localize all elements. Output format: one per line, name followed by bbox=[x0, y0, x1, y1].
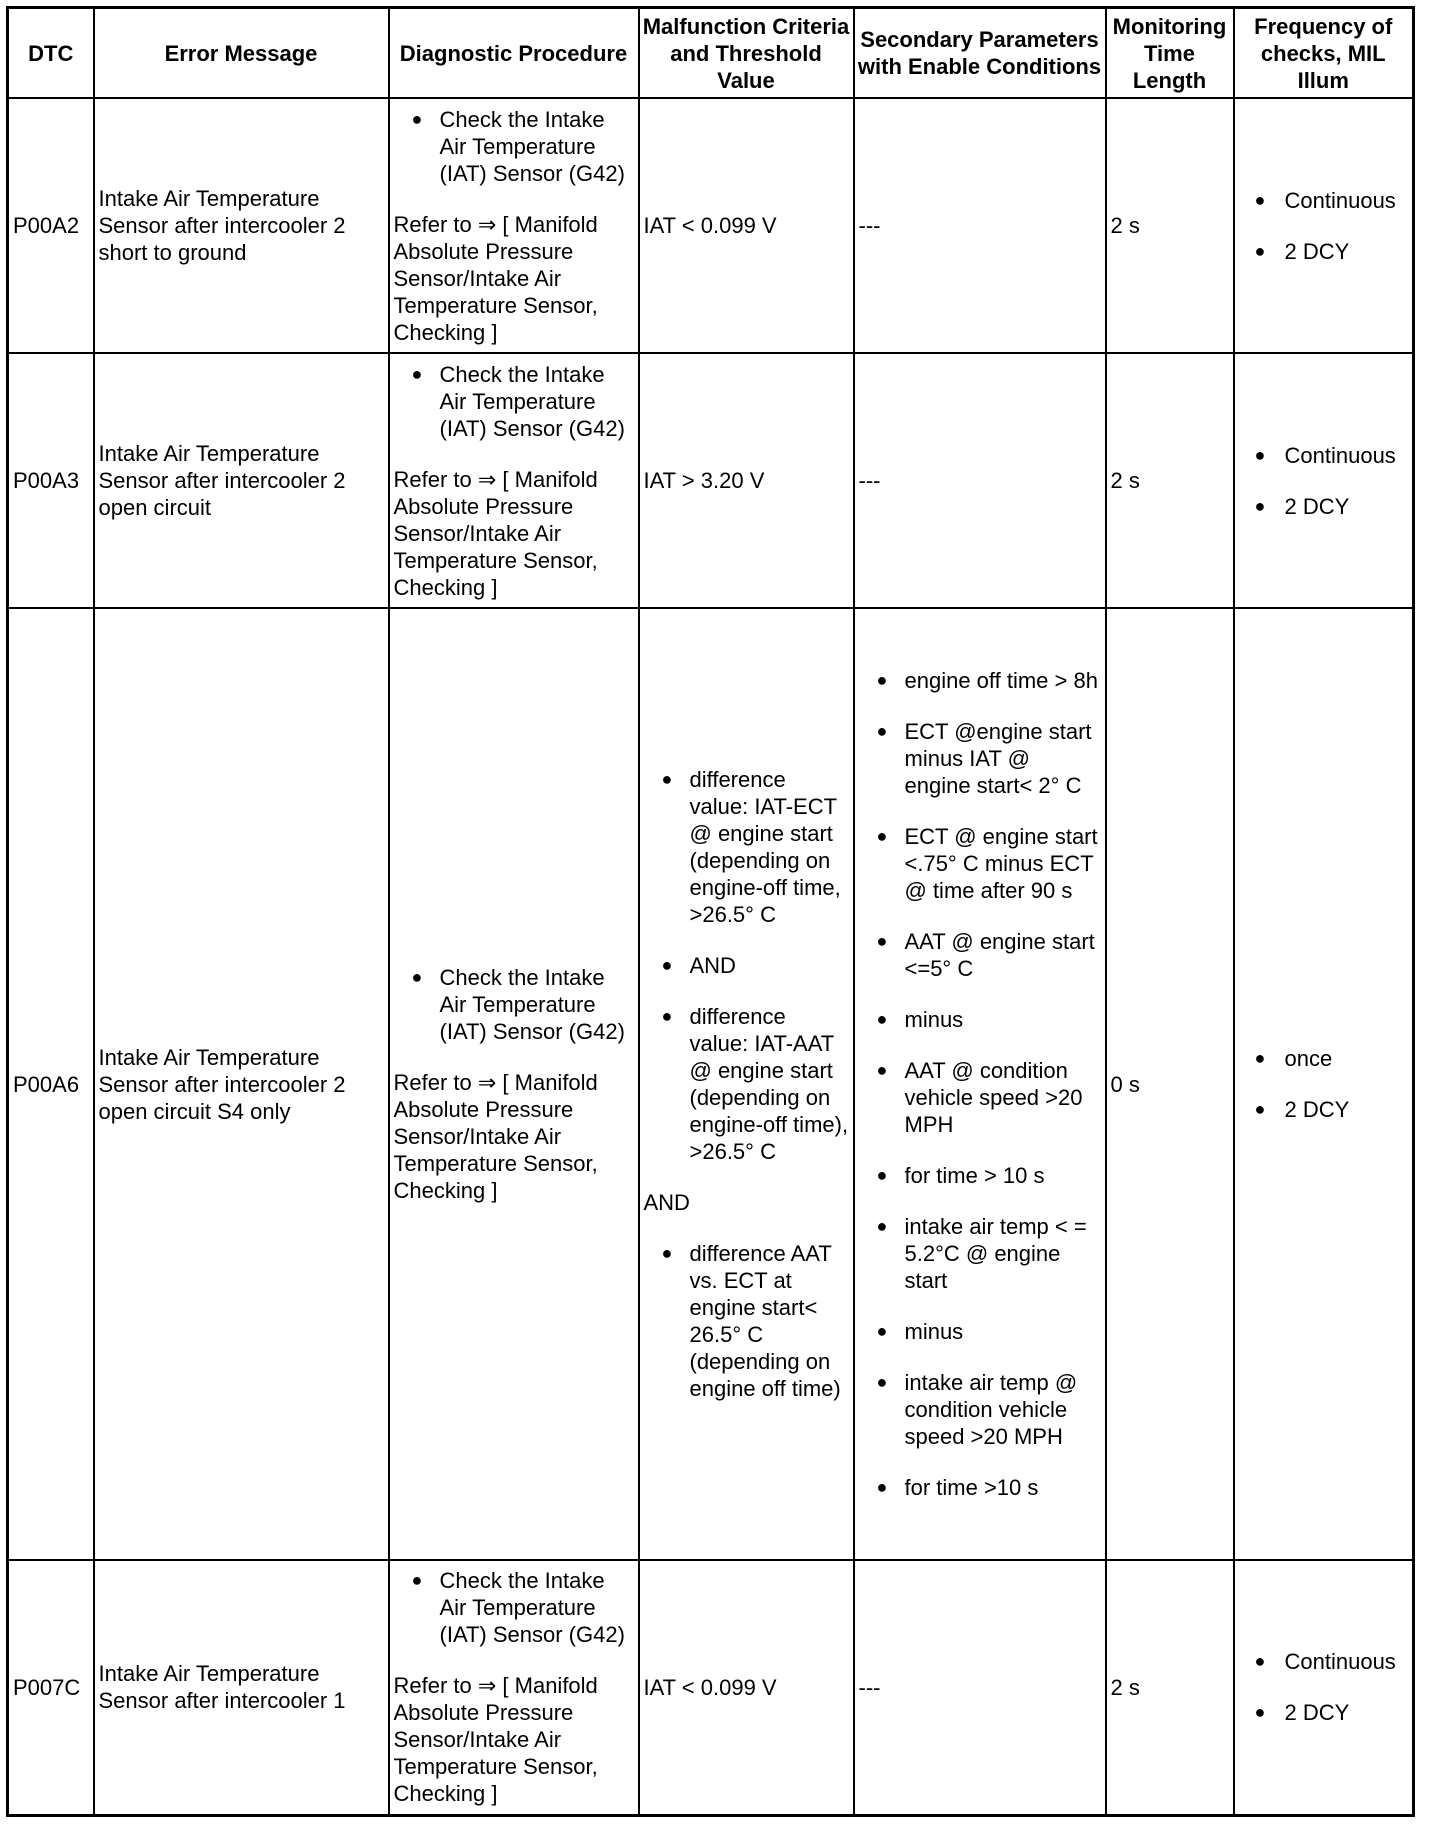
header-diagnostic-procedure: Diagnostic Procedure bbox=[389, 8, 639, 99]
secondary-item: ● engine off time > 8h bbox=[859, 667, 1101, 694]
secondary-item: ● for time > 10 s bbox=[859, 1162, 1101, 1189]
header-secondary-parameters: Secondary Parameters with Enable Conditions bbox=[854, 8, 1106, 99]
table-row bbox=[8, 1560, 1414, 1815]
malfunction-criteria bbox=[639, 608, 854, 1560]
table-row bbox=[8, 98, 1414, 353]
frequency-item: ● Continuous bbox=[1235, 442, 1413, 469]
secondary-item: ● for time >10 s bbox=[859, 1474, 1101, 1501]
monitoring-time: 2 s bbox=[1106, 353, 1234, 608]
procedure-refer-link[interactable]: Refer to ⇒ [ Manifold Absolute Pressure Sensor/Intake Air Temperature Sensor, Checking ] bbox=[393, 466, 598, 600]
secondary-item: ● intake air temp < = 5.2°C @ engine start bbox=[859, 1213, 1101, 1294]
header-malfunction-criteria: Malfunction Criteria and Threshold Value bbox=[639, 8, 854, 99]
diagnostic-procedure bbox=[389, 1560, 639, 1815]
secondary-item: ● ECT @engine start minus IAT @ engine start< 2° C bbox=[859, 718, 1101, 799]
frequency-item: ● 2 DCY bbox=[1235, 1699, 1413, 1726]
monitoring-time: 0 s bbox=[1106, 608, 1234, 1560]
frequency bbox=[1234, 1560, 1414, 1815]
procedure-list bbox=[394, 361, 634, 442]
frequency-list bbox=[1235, 1648, 1413, 1726]
frequency-item: ● 2 DCY bbox=[1235, 238, 1413, 265]
procedure-refer-link[interactable]: Refer to ⇒ [ Manifold Absolute Pressure Sensor/Intake Air Temperature Sensor, Checking ] bbox=[393, 211, 598, 345]
secondary-item: ● ECT @ engine start <.75° C minus ECT @ time after 90 s bbox=[859, 823, 1101, 904]
frequency-item: ● once bbox=[1235, 1045, 1413, 1072]
error-message: Intake Air Temperature Sensor after intercooler 2 open circuit bbox=[94, 353, 389, 608]
frequency-item: ● Continuous bbox=[1235, 187, 1413, 214]
header-error-message: Error Message bbox=[94, 8, 389, 99]
frequency-list bbox=[1235, 442, 1413, 520]
dtc-code: P00A6 bbox=[8, 608, 94, 1560]
procedure-list bbox=[394, 1567, 634, 1648]
header-frequency: Frequency of checks, MIL Illum bbox=[1234, 8, 1414, 99]
frequency-list bbox=[1235, 1045, 1413, 1123]
procedure-bullet: ● Check the Intake Air Temperature (IAT) Sensor (G42) bbox=[394, 361, 634, 442]
procedure-bullet: ● Check the Intake Air Temperature (IAT) Sensor (G42) bbox=[394, 1567, 634, 1648]
secondary-parameters: --- bbox=[854, 98, 1106, 353]
diagnostic-procedure bbox=[389, 608, 639, 1560]
error-message: Intake Air Temperature Sensor after intercooler 2 short to ground bbox=[94, 98, 389, 353]
header-row bbox=[8, 8, 1414, 99]
monitoring-time: 2 s bbox=[1106, 98, 1234, 353]
criteria-item: ● AND bbox=[644, 952, 849, 979]
frequency bbox=[1234, 98, 1414, 353]
error-message: Intake Air Temperature Sensor after intercooler 2 open circuit S4 only bbox=[94, 608, 389, 1560]
table-row bbox=[8, 608, 1414, 1560]
error-message: Intake Air Temperature Sensor after intercooler 1 bbox=[94, 1560, 389, 1815]
frequency bbox=[1234, 608, 1414, 1560]
dtc-code: P00A3 bbox=[8, 353, 94, 608]
malfunction-criteria: IAT < 0.099 V bbox=[639, 1560, 854, 1815]
diagnostic-procedure bbox=[389, 353, 639, 608]
procedure-list bbox=[394, 964, 634, 1045]
criteria-item: ● difference value: IAT-ECT @ engine start (depending on engine-off time, >26.5° C bbox=[644, 766, 849, 928]
criteria-list bbox=[644, 766, 849, 1165]
frequency bbox=[1234, 353, 1414, 608]
dtc-code: P007C bbox=[8, 1560, 94, 1815]
frequency-item: ● Continuous bbox=[1235, 1648, 1413, 1675]
secondary-list bbox=[859, 667, 1101, 1501]
secondary-parameters bbox=[854, 608, 1106, 1560]
secondary-item: ● intake air temp @ condition vehicle speed >20 MPH bbox=[859, 1369, 1101, 1450]
procedure-list bbox=[394, 106, 634, 187]
procedure-bullet: ● Check the Intake Air Temperature (IAT) Sensor (G42) bbox=[394, 106, 634, 187]
frequency-list bbox=[1235, 187, 1413, 265]
malfunction-criteria: IAT > 3.20 V bbox=[639, 353, 854, 608]
frequency-item: ● 2 DCY bbox=[1235, 493, 1413, 520]
secondary-item: ● minus bbox=[859, 1318, 1101, 1345]
diagnostic-procedure bbox=[389, 98, 639, 353]
criteria-item: ● difference value: IAT-AAT @ engine start (depending on engine-off time), >26.5° C bbox=[644, 1003, 849, 1165]
procedure-refer-link[interactable]: Refer to ⇒ [ Manifold Absolute Pressure Sensor/Intake Air Temperature Sensor, Checking ] bbox=[393, 1673, 598, 1807]
header-monitoring-time: Monitoring Time Length bbox=[1106, 8, 1234, 99]
secondary-item: ● minus bbox=[859, 1006, 1101, 1033]
monitoring-time: 2 s bbox=[1106, 1560, 1234, 1815]
malfunction-criteria: IAT < 0.099 V bbox=[639, 98, 854, 353]
dtc-code: P00A2 bbox=[8, 98, 94, 353]
criteria-list bbox=[644, 1240, 849, 1402]
criteria-and: AND bbox=[643, 1190, 690, 1215]
procedure-refer-link[interactable]: Refer to ⇒ [ Manifold Absolute Pressure Sensor/Intake Air Temperature Sensor, Checking ] bbox=[393, 1070, 598, 1203]
secondary-item: ● AAT @ engine start <=5° C bbox=[859, 928, 1101, 982]
criteria-item: ● difference AAT vs. ECT at engine start< 26.5° C (depending on engine off time) bbox=[644, 1240, 849, 1402]
secondary-parameters: --- bbox=[854, 1560, 1106, 1815]
secondary-parameters: --- bbox=[854, 353, 1106, 608]
table-row bbox=[8, 353, 1414, 608]
secondary-item: ● AAT @ condition vehicle speed >20 MPH bbox=[859, 1057, 1101, 1138]
procedure-bullet: ● Check the Intake Air Temperature (IAT) Sensor (G42) bbox=[394, 964, 634, 1045]
header-dtc: DTC bbox=[8, 8, 94, 99]
frequency-item: ● 2 DCY bbox=[1235, 1096, 1413, 1123]
dtc-table bbox=[6, 6, 1415, 1817]
